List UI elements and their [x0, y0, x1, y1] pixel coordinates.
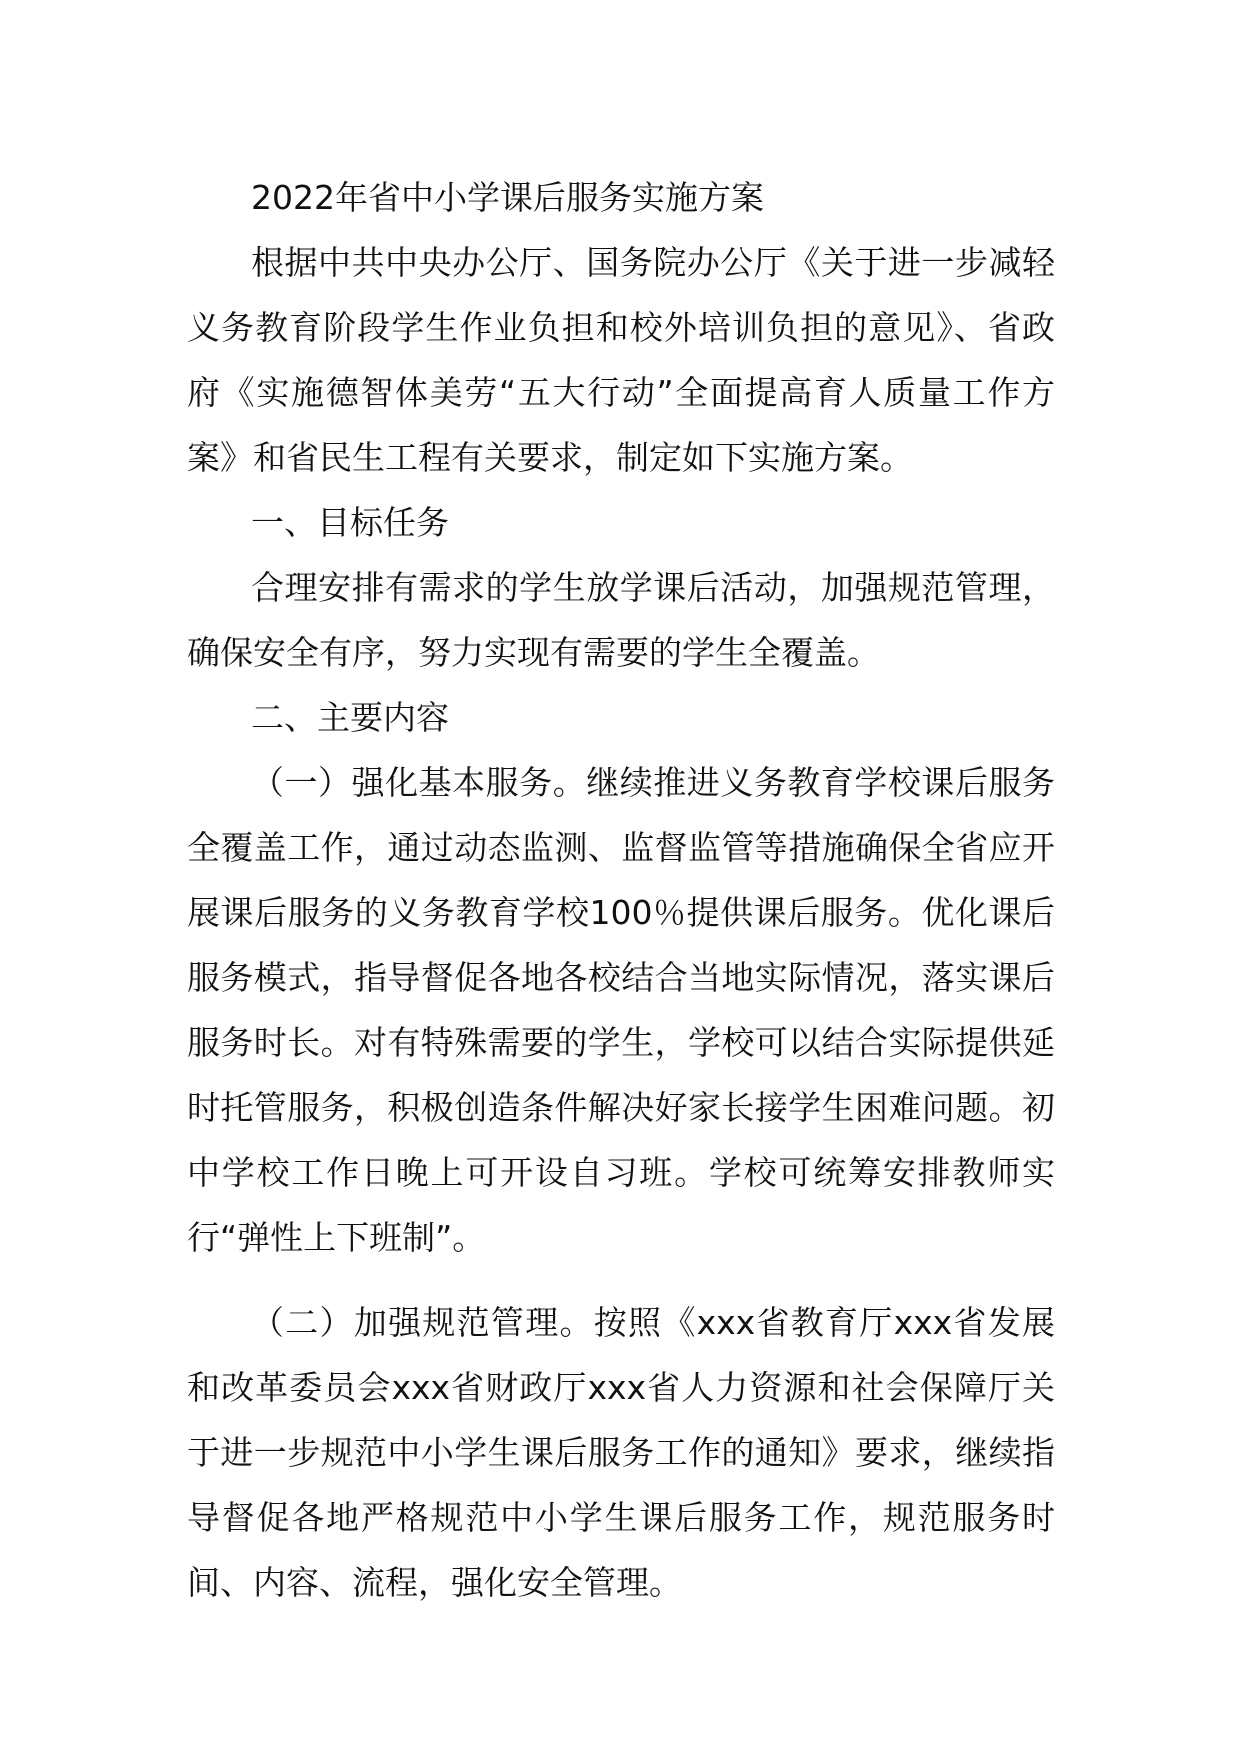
basic-service-paragraph: （一）强化基本服务。继续推进义务教育学校课后服务全覆盖工作，通过动态监测、监督监管等措施确保全省应开展课后服务的义务教育学校100％提供课后服务。优化课后服务模式，指导督促各地各校结合当地实际情况，落实课后服务时长。对有特殊需要的学生，学校可以结合实际提供延时托管服务，积极创造条件解决好家长接学生困难问题。初中学校工作日晚上可开设自习班。学校可统筹安排教师实行“弹性上下班制”。	[187, 763, 1055, 1257]
document-body	[187, 165, 1055, 1615]
management-paragraph: （二）加强规范管理。按照《xxx省教育厅xxx省发展和改革委员会xxx省财政厅xxx省人力资源和社会保障厅关于进一步规范中小学生课后服务工作的通知》要求，继续指导督促各地严格规范中小学生课后服务工作，规范服务时间、内容、流程，强化安全管理。	[187, 1303, 1055, 1602]
section-heading-main-content: 二、主要内容	[251, 698, 449, 737]
section-heading-goals: 一、目标任务	[251, 503, 449, 542]
document-title: 2022年省中小学课后服务实施方案	[251, 178, 764, 217]
goals-paragraph: 合理安排有需求的学生放学课后活动，加强规范管理，确保安全有序，努力实现有需要的学生全覆盖。	[187, 568, 1055, 672]
intro-paragraph: 根据中共中央办公厅、国务院办公厅《关于进一步减轻义务教育阶段学生作业负担和校外培训负担的意见》、省政府《实施德智体美劳“五大行动”全面提高育人质量工作方案》和省民生工程有关要求，制定如下实施方案。	[187, 243, 1055, 477]
